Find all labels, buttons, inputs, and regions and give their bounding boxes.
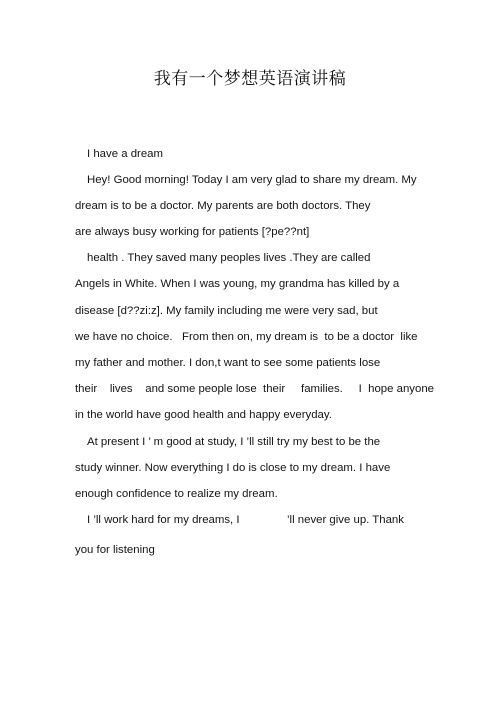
- body-line: Hey! Good morning! Today I am very glad to share my dream. My: [87, 174, 417, 186]
- body-line: Angels in White. When I was young, my grandma has killed by a: [75, 278, 400, 290]
- body-line: their lives and some people lose their families. I hope anyone: [75, 383, 434, 395]
- body-line: we have no choice. From then on, my dream is to be a doctor like: [75, 331, 418, 343]
- body-line: in the world have good health and happy everyday.: [75, 409, 332, 421]
- body-line: my father and mother. I don,t want to see some patients lose: [75, 357, 381, 369]
- body-line: disease [d??zi:z]. My family including me were very sad, but: [75, 305, 378, 317]
- body-line: At present I ’ m good at study, I ’ll still try my best to be the: [87, 436, 381, 448]
- body-line: health . They saved many peoples lives .They are called: [87, 252, 371, 264]
- body-line: I ’ll work hard for my dreams, I ’ll never give up. Thank: [87, 514, 404, 526]
- body-line: you for listening: [75, 544, 155, 556]
- body-line: I have a dream: [87, 148, 163, 160]
- body-line: enough confidence to realize my dream.: [75, 488, 278, 500]
- document-title: 我有一个梦想英语演讲稿: [153, 69, 347, 89]
- body-line: dream is to be a doctor. My parents are both doctors. They: [75, 200, 371, 212]
- body-line: study winner. Now everything I do is close to my dream. I have: [75, 462, 391, 474]
- body-line: are always busy working for patients [?pe??nt]: [75, 226, 310, 238]
